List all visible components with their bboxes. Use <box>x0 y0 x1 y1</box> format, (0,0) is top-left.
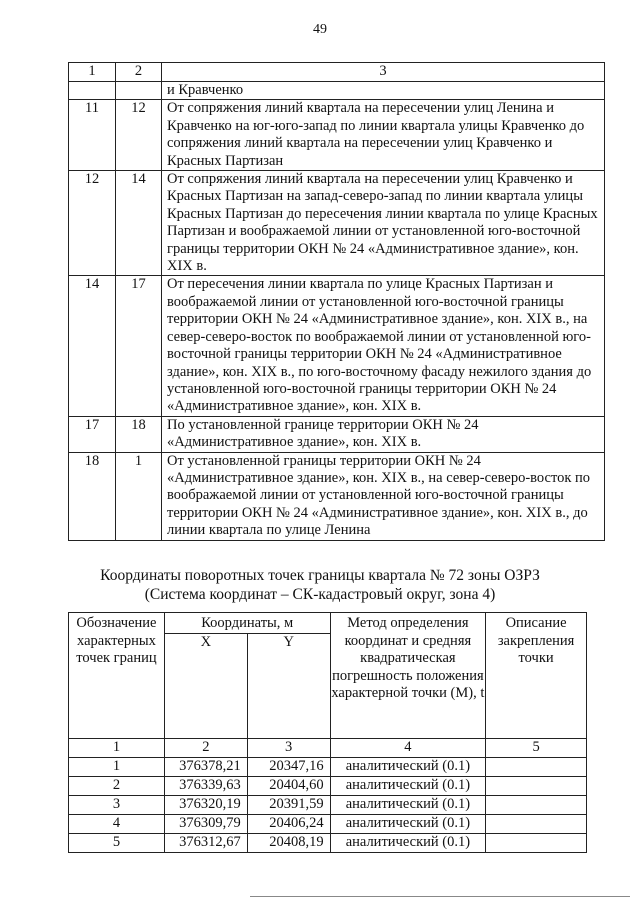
description-cell <box>486 833 587 852</box>
table-header-row <box>69 613 587 634</box>
column-header-coordinates: Координаты, м <box>164 613 330 634</box>
table-row <box>69 776 587 795</box>
table-row <box>69 276 605 416</box>
description-cell <box>486 757 587 776</box>
boundary-description-cell: От сопряжения линий квартала на пересечении улиц Кравченко и Красных Партизан на запад-северо-запад по линии квартала улицы Красных Партизан до пересечения линии квартала по улице Красных Партизан и воображаемой линии от установленной юго-восточной границы территории ОКН № 24 «Административное здание», кон. XIX в. <box>162 171 605 276</box>
table-row <box>69 416 605 452</box>
boundary-description-cell: По установленной границе территории ОКН № 24 «Административное здание», кон. XIX в. <box>162 416 605 452</box>
bottom-divider <box>250 896 630 897</box>
column-header-to: 2 <box>116 63 162 82</box>
description-cell <box>486 795 587 814</box>
table-row <box>69 833 587 852</box>
to-point-cell <box>116 82 162 100</box>
table-header-row <box>69 63 605 82</box>
point-id-cell: 2 <box>69 776 165 795</box>
table-row <box>69 452 605 540</box>
table-row <box>69 171 605 276</box>
column-number: 4 <box>330 738 486 757</box>
method-cell: аналитический (0.1) <box>330 795 486 814</box>
column-number: 2 <box>164 738 247 757</box>
table-row <box>69 795 587 814</box>
from-point-cell: 17 <box>69 416 116 452</box>
y-coordinate-cell: 20391,59 <box>247 795 330 814</box>
description-cell <box>486 814 587 833</box>
column-number: 5 <box>486 738 587 757</box>
x-coordinate-cell: 376309,79 <box>164 814 247 833</box>
table-row <box>69 82 605 100</box>
from-point-cell: 12 <box>69 171 116 276</box>
description-cell <box>486 776 587 795</box>
point-id-cell: 3 <box>69 795 165 814</box>
column-header-y: Y <box>247 633 330 738</box>
column-header-description: Описание закрепления точки <box>486 613 587 739</box>
table-row <box>69 100 605 171</box>
page-number: 49 <box>313 22 327 37</box>
method-cell: аналитический (0.1) <box>330 814 486 833</box>
column-header-designation: Обозначение характерных точек границ <box>69 613 165 739</box>
y-coordinate-cell: 20404,60 <box>247 776 330 795</box>
x-coordinate-cell: 376312,67 <box>164 833 247 852</box>
column-number: 1 <box>69 738 165 757</box>
y-coordinate-cell: 20408,19 <box>247 833 330 852</box>
table-row <box>69 814 587 833</box>
boundary-description-table <box>68 62 605 541</box>
to-point-cell: 12 <box>116 100 162 171</box>
boundary-description-cell: От пересечения линии квартала по улице Красных Партизан и воображаемой линии от установленной юго-восточной границы территории ОКН № 24 «Административное здание», кон. XIX в., на север-северо-восток по воображаемой линии от установленной юго-восточной границы территории ОКН № 24 «Административное здание», кон. XIX в., по юго-восточному фасаду нежилого здания до установленной юго-восточной границы территории ОКН № 24 «Административное здание», кон. XIX в. <box>162 276 605 416</box>
boundary-description-cell: От сопряжения линий квартала на пересечении улиц Ленина и Кравченко на юг-юго-запад по линии квартала улицы Кравченко до сопряжения линий квартала на пересечении улиц Кравченко и Красных Партизан <box>162 100 605 171</box>
column-numbering-row <box>69 738 587 757</box>
x-coordinate-cell: 376378,21 <box>164 757 247 776</box>
coordinates-table <box>68 612 587 853</box>
y-coordinate-cell: 20347,16 <box>247 757 330 776</box>
column-header-x: X <box>164 633 247 738</box>
point-id-cell: 5 <box>69 833 165 852</box>
coordinates-caption-subtitle: (Система координат – СК-кадастровый округ, зона 4) <box>144 586 496 603</box>
to-point-cell: 17 <box>116 276 162 416</box>
column-header-from: 1 <box>69 63 116 82</box>
column-number: 3 <box>247 738 330 757</box>
point-id-cell: 1 <box>69 757 165 776</box>
x-coordinate-cell: 376320,19 <box>164 795 247 814</box>
method-cell: аналитический (0.1) <box>330 833 486 852</box>
to-point-cell: 1 <box>116 452 162 540</box>
coordinates-caption-title: Координаты поворотных точек границы квартала № 72 зоны ОЗРЗ <box>100 567 540 584</box>
column-header-description: 3 <box>162 63 605 82</box>
table-row <box>69 757 587 776</box>
column-header-method: Метод определения координат и средняя квадратическая погрешность положения характерной точки (М), t <box>330 613 486 739</box>
to-point-cell: 14 <box>116 171 162 276</box>
from-point-cell: 11 <box>69 100 116 171</box>
y-coordinate-cell: 20406,24 <box>247 814 330 833</box>
method-cell: аналитический (0.1) <box>330 757 486 776</box>
from-point-cell: 14 <box>69 276 116 416</box>
x-coordinate-cell: 376339,63 <box>164 776 247 795</box>
point-id-cell: 4 <box>69 814 165 833</box>
method-cell: аналитический (0.1) <box>330 776 486 795</box>
boundary-description-cell: и Кравченко <box>162 82 605 100</box>
to-point-cell: 18 <box>116 416 162 452</box>
from-point-cell: 18 <box>69 452 116 540</box>
from-point-cell <box>69 82 116 100</box>
boundary-description-cell: От установленной границы территории ОКН № 24 «Административное здание», кон. XIX в., на север-северо-восток по воображаемой линии от установленной юго-восточной границы территории ОКН № 24 «Административное здание», кон. XIX в., до линии квартала по улице Ленина <box>162 452 605 540</box>
